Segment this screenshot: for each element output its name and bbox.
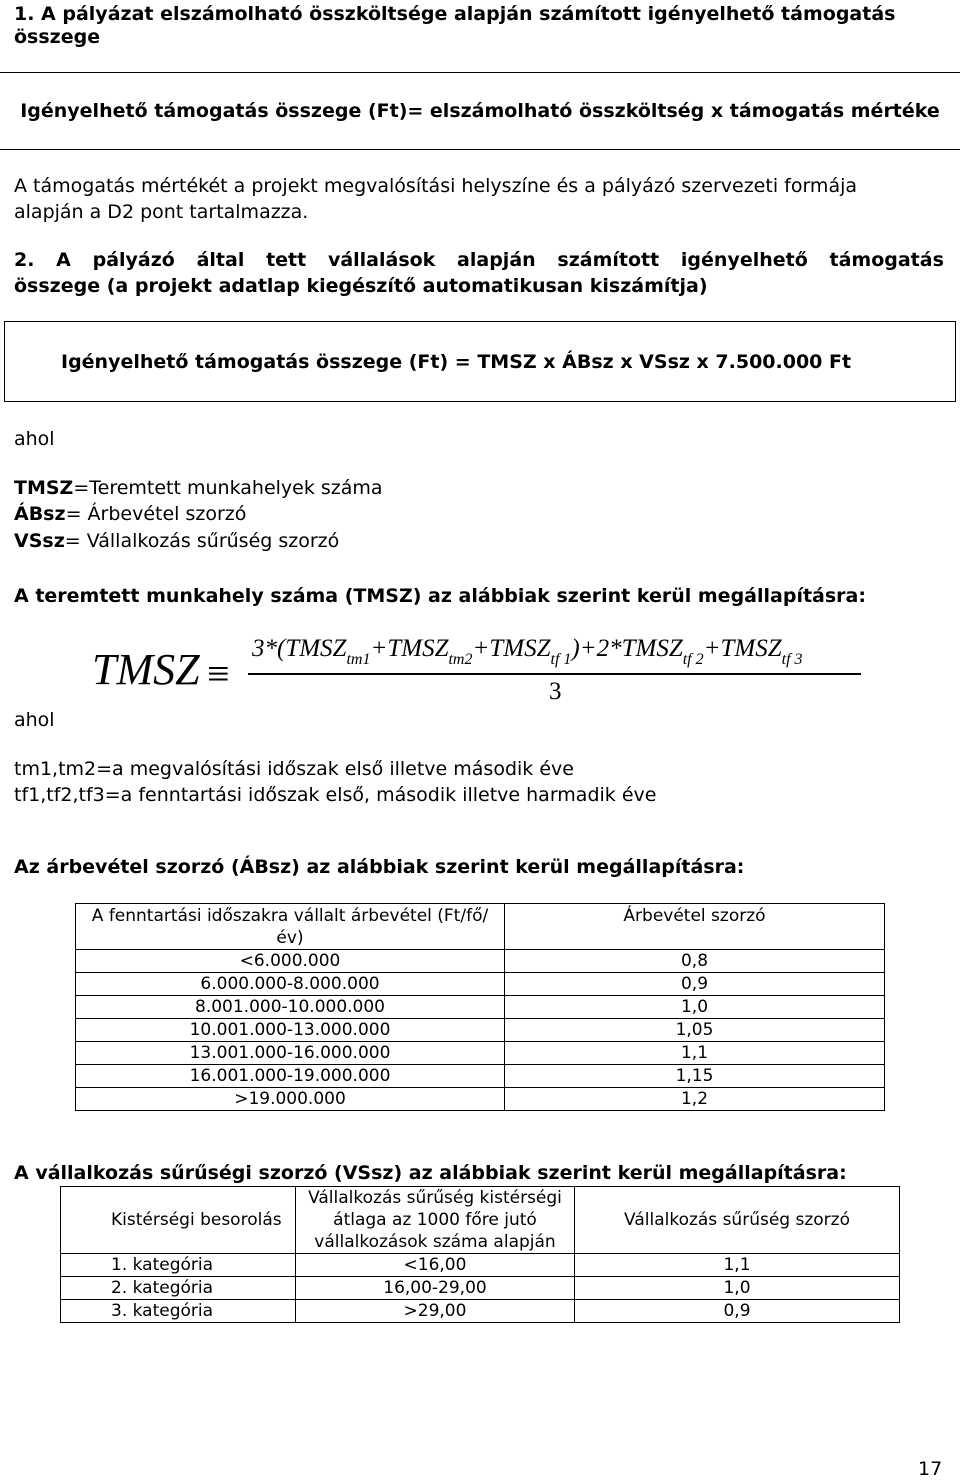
section1-heading: 1. A pályázat elszámolható összköltsége alapján számított igényelhető támogatás összege bbox=[14, 3, 896, 48]
table-row: 1. kategória <16,00 1,1 bbox=[61, 1254, 900, 1277]
table-row: <6.000.000 0,8 bbox=[76, 950, 885, 973]
table-row: >19.000.000 1,2 bbox=[76, 1088, 885, 1111]
absz-heading: Az árbevétel szorzó (ÁBsz) az alábbiak szerint kerül megállapításra: bbox=[14, 856, 745, 878]
table-row: 2. kategória 16,00-29,00 1,0 bbox=[61, 1277, 900, 1300]
table-header-row bbox=[61, 1187, 900, 1254]
section2-heading-line2: összege (a projekt adatlap kiegészítő automatikusan kiszámítja) bbox=[14, 275, 708, 297]
table-row: 16.001.000-19.000.000 1,15 bbox=[76, 1065, 885, 1088]
tmsz-equation-denominator: 3 bbox=[549, 678, 562, 705]
definition-vssz: VSsz= Vállalkozás sűrűség szorzó bbox=[14, 530, 340, 552]
section2-heading-line1: 2. A pályázó által tett vállalások alapján számított igényelhető támogatás bbox=[14, 249, 944, 271]
ahol-label-2: ahol bbox=[14, 709, 55, 731]
definition-tmsz: TMSZ=Teremtett munkahelyek száma bbox=[14, 477, 383, 499]
tmsz-equation-numerator: $3*(TMSZ_{tm1}+TMSZ_{tm2}+TMSZ_{tf 1})+2*TMSZ_{tf 2}+TMSZ_{tf 3}$ bbox=[252, 635, 803, 668]
table-header-cell: Kistérségi besorolás bbox=[61, 1187, 296, 1254]
tmsz-fraction-bar bbox=[248, 673, 861, 675]
section1-formula-box bbox=[0, 72, 960, 150]
section2-formula: Igényelhető támogatás összege (Ft) = TMSZ x ÁBsz x VSsz x 7.500.000 Ft bbox=[61, 350, 852, 373]
table-header-cell: Vállalkozás sűrűség szorzó bbox=[575, 1187, 900, 1254]
table-row: 3. kategória >29,00 0,9 bbox=[61, 1300, 900, 1323]
vssz-table bbox=[60, 1186, 900, 1323]
table-header-row bbox=[76, 904, 885, 950]
tmsz-note-2: tf1,tf2,tf3=a fenntartási időszak első, második illetve harmadik éve bbox=[14, 784, 657, 806]
table-row: 6.000.000-8.000.000 0,9 bbox=[76, 973, 885, 996]
tmsz-note-1: tm1,tm2=a megvalósítási időszak első illetve második éve bbox=[14, 758, 574, 780]
tmsz-heading: A teremtett munkahely száma (TMSZ) az alábbiak szerint kerül megállapításra: bbox=[14, 585, 866, 607]
table-header-cell: Árbevétel szorzó bbox=[505, 904, 885, 950]
table-row: 13.001.000-16.000.000 1,1 bbox=[76, 1042, 885, 1065]
section1-formula: Igényelhető támogatás összege (Ft)= elszámolható összköltség x támogatás mértéke bbox=[20, 100, 940, 122]
table-row: 10.001.000-13.000.000 1,05 bbox=[76, 1019, 885, 1042]
table-row: 8.001.000-10.000.000 1,0 bbox=[76, 996, 885, 1019]
section2-formula-box bbox=[4, 321, 956, 402]
section1-para-line2: alapján a D2 pont tartalmazza. bbox=[14, 201, 309, 223]
tmsz-equation-lhs: TMSZ bbox=[92, 645, 200, 694]
page-number: 17 bbox=[918, 1458, 943, 1480]
absz-table bbox=[75, 903, 885, 1111]
ahol-label-1: ahol bbox=[14, 428, 55, 450]
table-header-cell: Vállalkozás sűrűség kistérségi átlaga az 1000 főre jutó vállalkozások száma alapján bbox=[296, 1187, 575, 1254]
vssz-heading: A vállalkozás sűrűségi szorzó (VSsz) az alábbiak szerint kerül megállapításra: bbox=[14, 1162, 847, 1184]
table-header-cell: A fenntartási időszakra vállalt árbevétel (Ft/fő/év) bbox=[76, 904, 505, 950]
definition-absz: ÁBsz= Árbevétel szorzó bbox=[14, 503, 247, 525]
tmsz-equation-equiv: ≡ bbox=[207, 651, 230, 696]
section1-para-line1: A támogatás mértékét a projekt megvalósítási helyszíne és a pályázó szervezeti formája bbox=[14, 175, 858, 197]
